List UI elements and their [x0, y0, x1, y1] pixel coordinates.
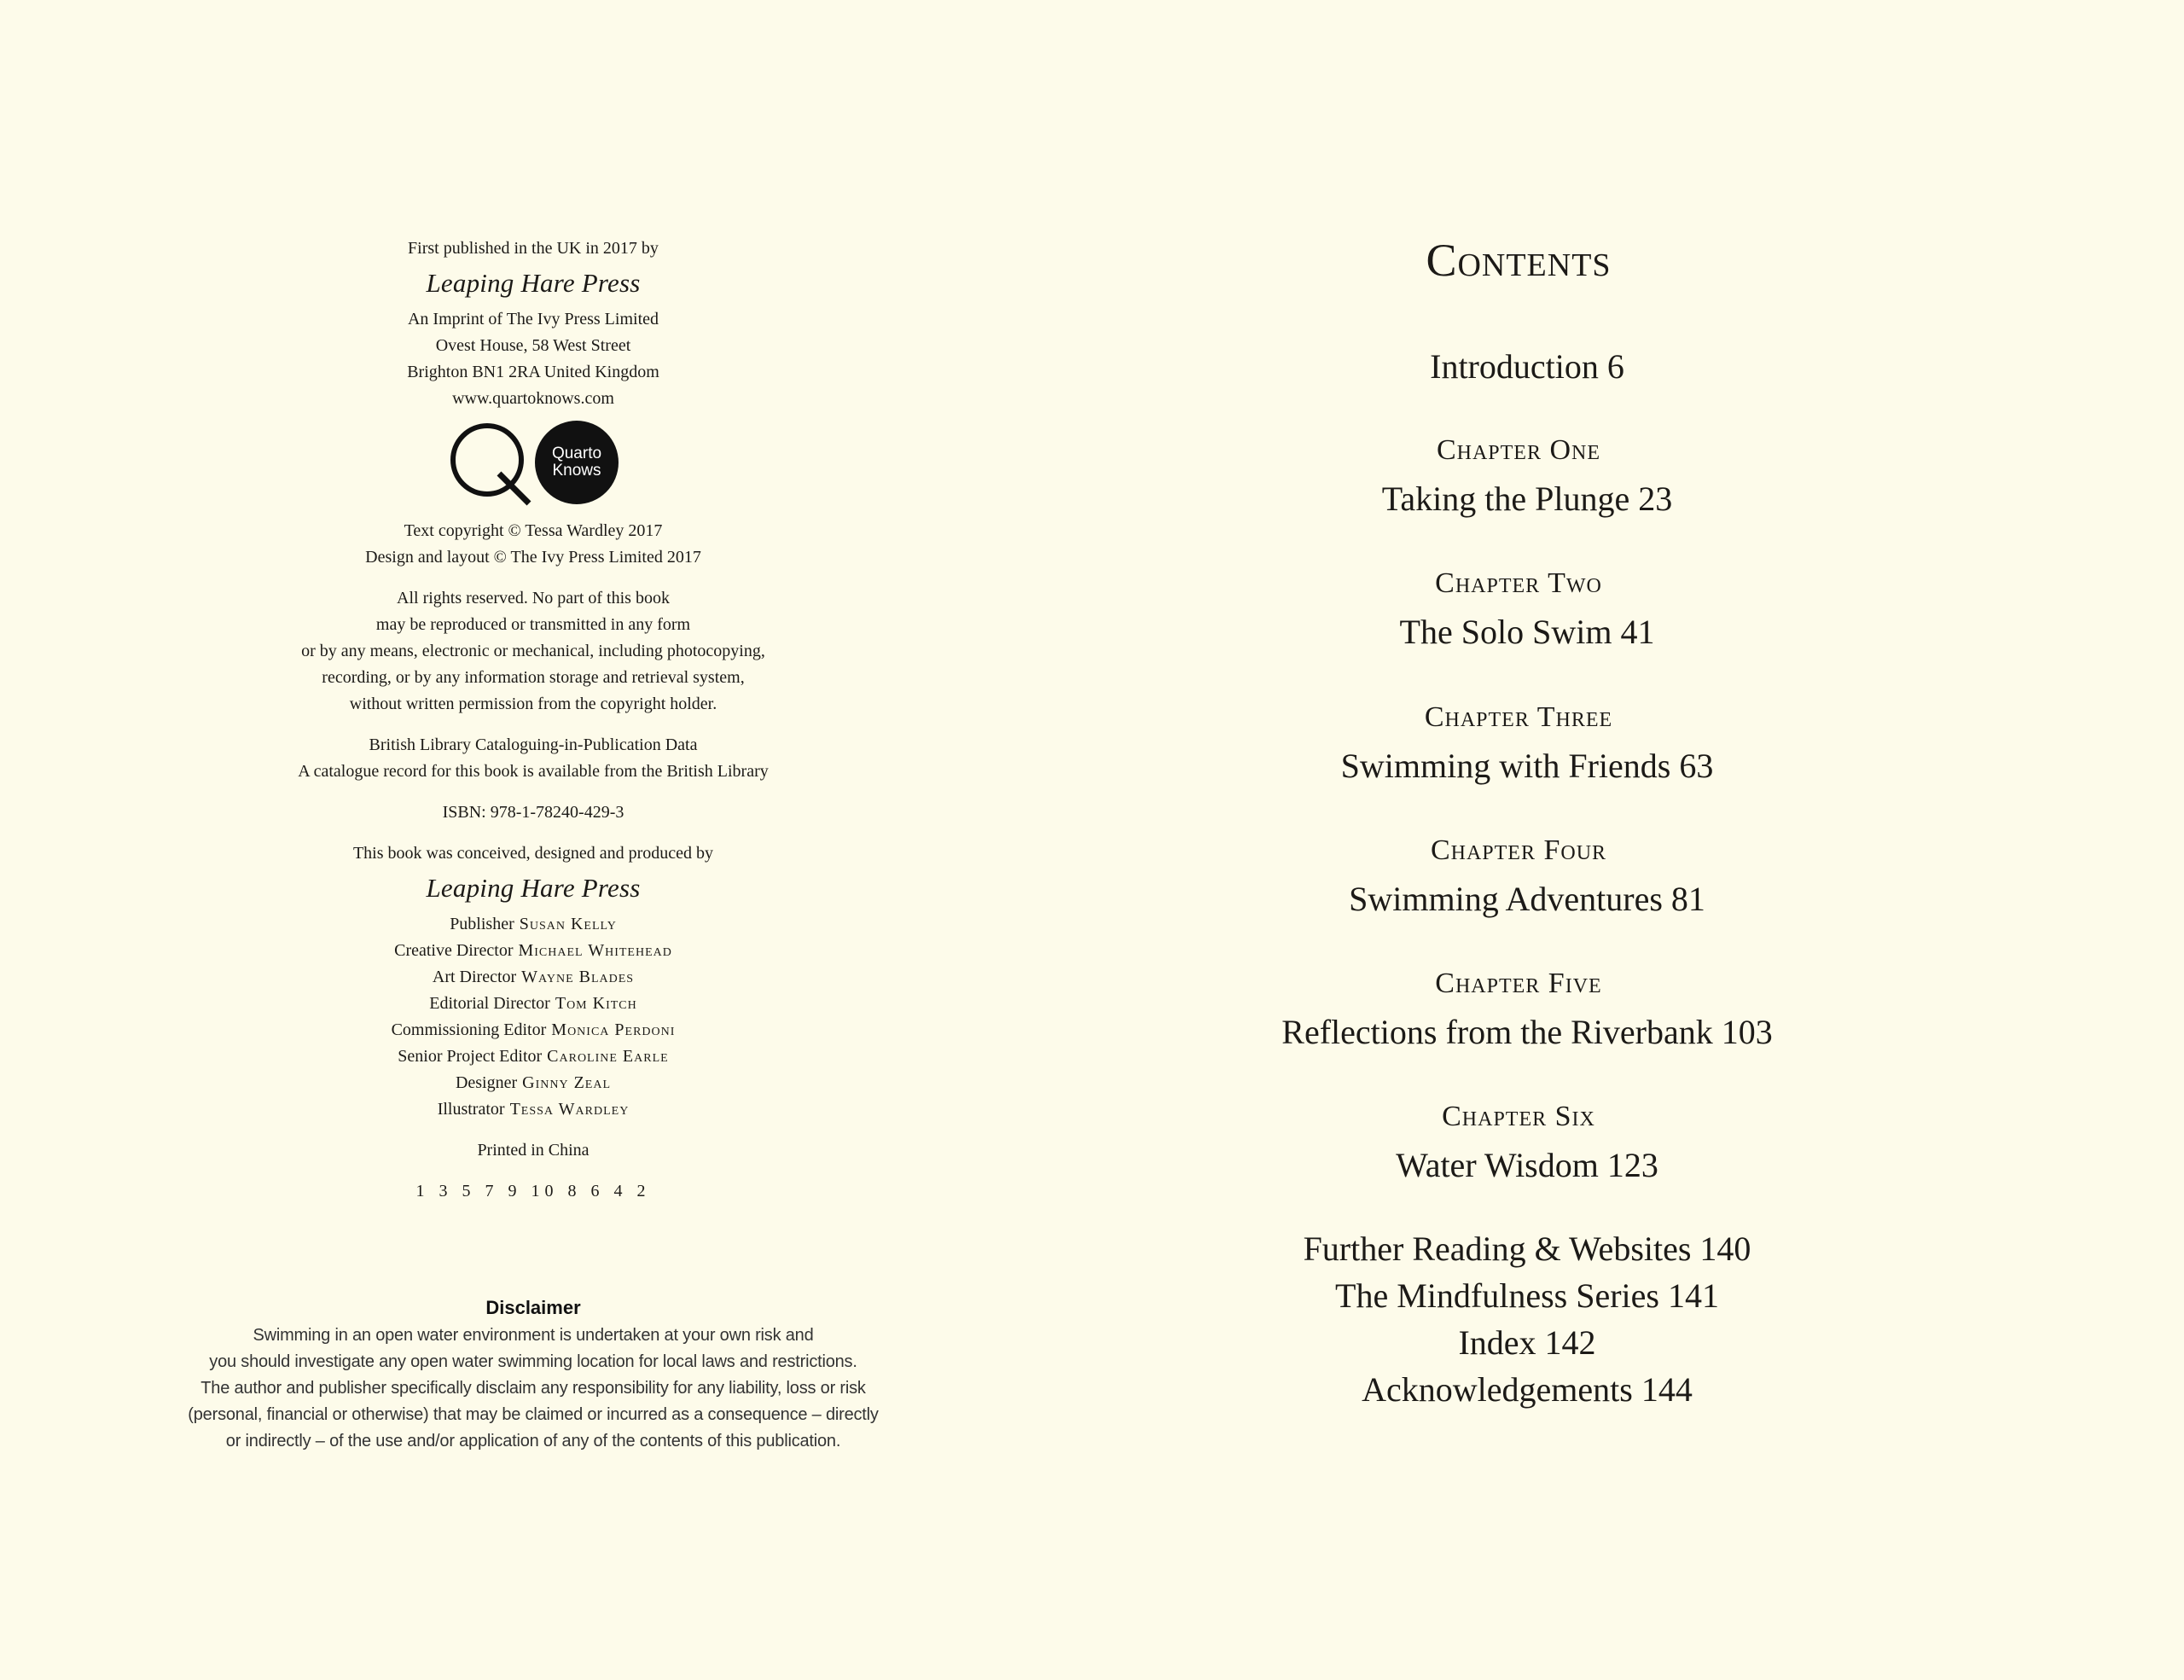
rights-line: recording, or by any information storage and retrieval system, [322, 668, 745, 687]
print-line-numbers: 1 3 5 7 9 10 8 6 4 2 [415, 1182, 651, 1200]
credit-row: Publisher Susan Kelly [450, 915, 617, 933]
chapter-label: Chapter Three [1424, 701, 1613, 733]
disclaimer-block [111, 1293, 956, 1455]
chapter-title: Water Wisdom 123 [1396, 1146, 1658, 1184]
website-line: www.quartoknows.com [452, 389, 614, 408]
press-name: Leaping Hare Press [426, 268, 641, 298]
isbn: ISBN: 978-1-78240-429-3 [442, 803, 624, 822]
contents-page [1092, 0, 2184, 1680]
rights-line: All rights reserved. No part of this book [397, 589, 670, 607]
toc-entry: Index 142 [1458, 1323, 1596, 1362]
toc-chapter-three [1092, 696, 1962, 793]
credit-row: Editorial Director Tom Kitch [429, 994, 637, 1013]
toc-entry: Further Reading & Websites 140 [1303, 1229, 1751, 1268]
address-line: Ovest House, 58 West Street [435, 336, 631, 355]
address-line: Brighton BN1 2RA United Kingdom [407, 363, 659, 381]
imprint-block [111, 235, 956, 1205]
badge-line-1: Quarto [551, 445, 602, 462]
credit-row: Senior Project Editor Caroline Earle [398, 1047, 669, 1066]
press-name-2: Leaping Hare Press [426, 873, 641, 903]
rights-line: without written permission from the copyright holder. [349, 695, 717, 713]
printed-in: Printed in China [477, 1141, 590, 1160]
conceived-line: This book was conceived, designed and produced by [352, 844, 714, 863]
toc-chapter-two [1092, 562, 1962, 660]
toc-chapter-five [1092, 962, 1962, 1060]
address-line: An Imprint of The Ivy Press Limited [407, 310, 659, 328]
rights-line: or by any means, electronic or mechanical, including photocopying, [301, 642, 765, 660]
copyright-line: Text copyright © Tessa Wardley 2017 [404, 521, 663, 540]
chapter-label: Chapter One [1436, 434, 1601, 466]
credit-row: Creative Director Michael Whitehead [394, 941, 672, 960]
quarto-knows-badge [535, 421, 619, 504]
chapter-title: Swimming with Friends 63 [1340, 747, 1714, 785]
chapter-title: Taking the Plunge 23 [1381, 480, 1673, 518]
toc-chapter-four [1092, 829, 1962, 927]
chapter-label: Chapter Five [1435, 968, 1602, 999]
credit-row: Designer Ginny Zeal [455, 1073, 612, 1092]
badge-line-2: Knows [552, 462, 601, 480]
toc-entry-introduction: Introduction 6 [1430, 347, 1624, 386]
disclaimer-line: The author and publisher specifically disclaim any responsibility for any liability, loss or risk [200, 1379, 866, 1398]
first-published-line: First published in the UK in 2017 by [408, 239, 659, 258]
disclaimer-line: (personal, financial or otherwise) that may be claimed or incurred as a consequence – directly [188, 1405, 879, 1424]
toc-chapter-six [1092, 1096, 1962, 1193]
disclaimer-line: or indirectly – of the use and/or application of any of the contents of this publication. [225, 1432, 841, 1450]
disclaimer-line: you should investigate any open water swimming location for local laws and restrictions. [209, 1352, 857, 1371]
quarto-logo [111, 421, 956, 506]
toc-back-matter [1092, 1225, 1962, 1413]
chapter-title: The Solo Swim 41 [1399, 613, 1655, 651]
cataloguing-line: A catalogue record for this book is available from the British Library [298, 762, 769, 781]
disclaimer-title: Disclaimer [485, 1297, 581, 1318]
disclaimer-line: Swimming in an open water environment is undertaken at your own risk and [253, 1326, 814, 1345]
contents-title: Contents [1426, 235, 1612, 286]
toc-chapter-one [1092, 429, 1962, 526]
chapter-label: Chapter Two [1435, 567, 1602, 599]
chapter-title: Swimming Adventures 81 [1349, 880, 1705, 918]
credit-row: Art Director Wayne Blades [432, 968, 635, 986]
cataloguing-line: British Library Cataloguing-in-Publication Data [369, 735, 698, 754]
chapter-title: Reflections from the Riverbank 103 [1281, 1013, 1773, 1051]
toc-entry: Acknowledgements 144 [1362, 1370, 1693, 1409]
q-logo-icon [448, 421, 533, 506]
toc-entry: The Mindfulness Series 141 [1335, 1276, 1719, 1315]
credits-list [111, 911, 956, 1123]
credit-row: Commissioning Editor Monica Perdoni [391, 1020, 676, 1039]
credit-row: Illustrator Tessa Wardley [437, 1100, 630, 1119]
rights-line: may be reproduced or transmitted in any form [375, 615, 691, 634]
chapter-label: Chapter Four [1430, 834, 1607, 866]
copyright-line: Design and layout © The Ivy Press Limited 2017 [365, 548, 701, 567]
chapter-label: Chapter Six [1442, 1101, 1595, 1132]
